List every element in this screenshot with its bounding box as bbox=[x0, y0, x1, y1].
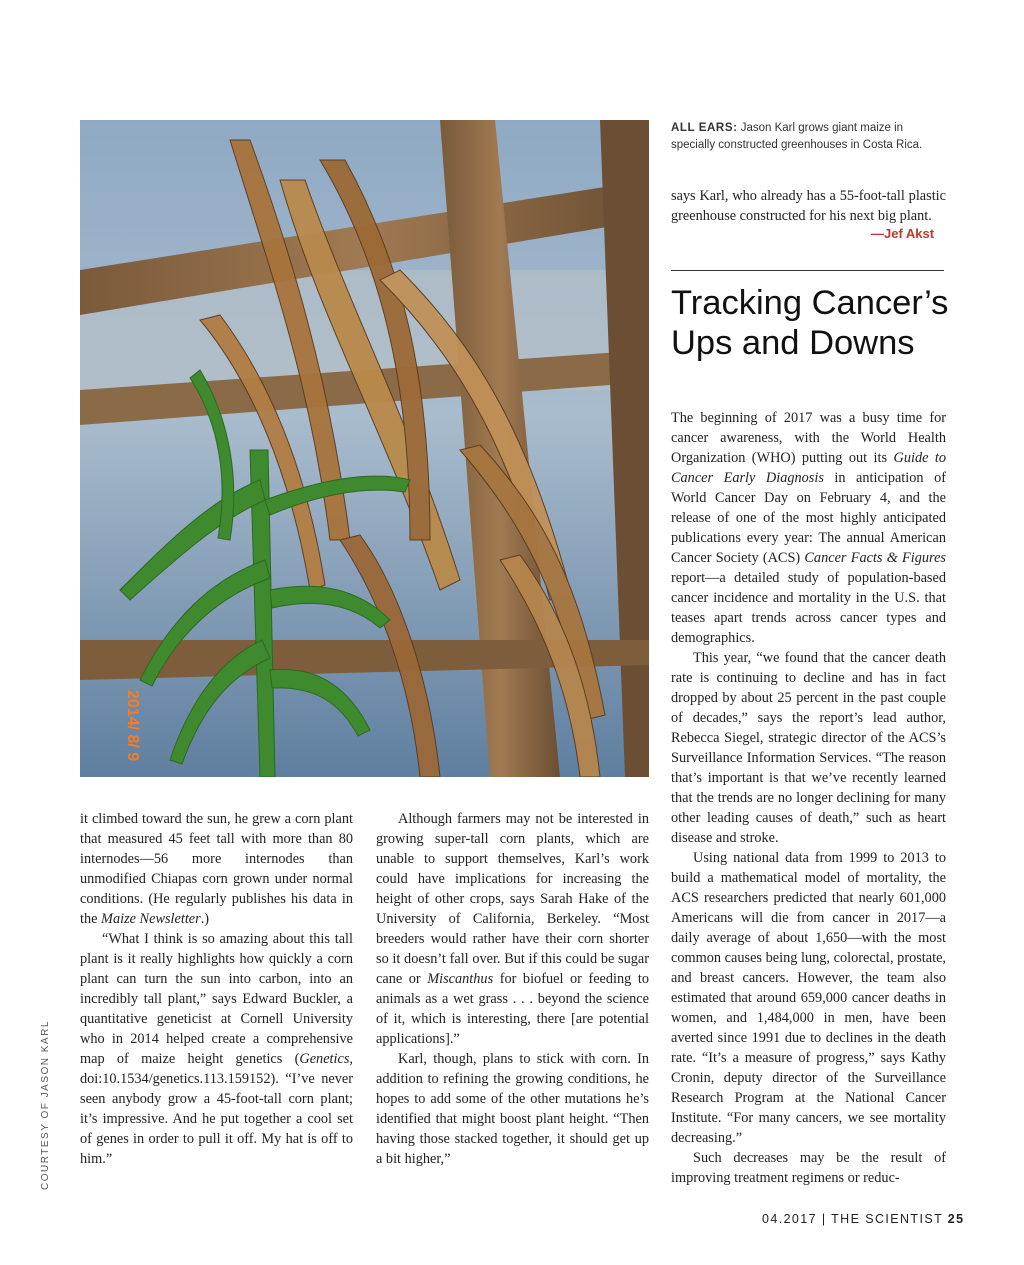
photo-date-stamp: 2014/ 8/ 9 bbox=[124, 690, 141, 762]
article-p1-text-c: report—a detailed study of population-based cancer incidence and mortality in the U.S. that teases apart trends across cancer types and demographics. bbox=[671, 570, 946, 646]
article-paragraph-4: Such decreases may be the result of improving treatment regimens or reduc- bbox=[671, 1150, 946, 1186]
article-p1-italic-1: Guide to Cancer Early Diagnosis bbox=[671, 450, 946, 486]
col1-p1-text-b: .) bbox=[200, 911, 210, 927]
column-3 bbox=[671, 408, 946, 1188]
col1-p1-italic: Maize Newsletter bbox=[101, 911, 201, 927]
article-p1-text-b: in anticipation of World Cancer Day on February 4, and the release of one of the most highly anticipated publications every year: The annual American Cancer Society (ACS) bbox=[671, 470, 946, 566]
caption-lead: ALL EARS: bbox=[671, 122, 738, 134]
col2-paragraph-2: Karl, though, plans to stick with corn. In addition to refining the growing conditions, he hopes to add some of the other mutations he’s identified that might boost plant height. “Then having those stacked together, it should get up a bit higher,” bbox=[376, 1051, 649, 1167]
col1-paragraph-1 bbox=[80, 809, 353, 929]
col2-paragraph-1 bbox=[376, 809, 649, 1049]
col2-p1-text-a: Although farmers may not be interested in growing super-tall corn plants, which are unable to support themselves, Karl’s work could have implications for increasing the height of other crops, says Sarah Hake of the University of California, Berkeley. “Most breeders would rather have their corn shorter so it doesn’t fall over. But if this could be sugar cane or bbox=[376, 811, 649, 987]
col1-p1-text-a: it climbed toward the sun, he grew a corn plant that measured 45 feet tall with more than 80 internodes—56 more internodes than unmodified Chiapas corn grown under normal conditions. (He regularly publishes his data in the bbox=[80, 811, 353, 927]
article-paragraph-3: Using national data from 1999 to 2013 to build a mathematical model of mortality, the ACS researchers predicted that nearly 601,000 Americans will die from cancer in 2017—a daily average of about 1,650—with the most common causes being lung, colorectal, prostate, and breast cancers. However, the team also estimated that around 659,000 cancer deaths in women, and 1,484,000 in men, have been averted since 1991 due to declines in the death rate. “It’s a measure of progress,” says Kathy Cronin, deputy director of the Surveillance Research Program at the National Cancer Institute. “For many cancers, we see mortality decreasing.” bbox=[671, 850, 946, 1146]
article-paragraph-2: This year, “we found that the cancer death rate is continuing to decline and has in fact dropped by about 25 percent in the past couple of decades,” says the report’s lead author, Rebecca Siegel, strategic director of the ACS’s Surveillance Information Services. “The reason that’s important is that we’ve recently learned that the trends are no longer declining for many other leading causes of death,” such as heart disease and stroke. bbox=[671, 650, 946, 846]
col2-p1-text-b: for biofuel or feeding to animals as a wet grass . . . beyond the science of it, which is interesting, there [are potential applications].” bbox=[376, 971, 649, 1047]
article-p1-text-a: The beginning of 2017 was a busy time for cancer awareness, with the World Health Organization (WHO) putting out its bbox=[671, 410, 946, 466]
col2-p1-italic: Miscanthus bbox=[427, 971, 494, 987]
column-2 bbox=[376, 809, 649, 1169]
article-p1-italic-2: Cancer Facts & Figures bbox=[804, 550, 946, 566]
page-folio bbox=[762, 1212, 964, 1226]
col1-p2-text-b: , doi:10.1534/genetics.113.159152). “I’ve never seen anybody grow a 45-foot-tall corn plant; it’s impressive. And he put together a cool set of genes in order to pull it off. My hat is off to him.” bbox=[80, 1051, 353, 1167]
col1-p2-italic: Genetics bbox=[299, 1051, 350, 1067]
folio-page-number: 25 bbox=[947, 1212, 965, 1226]
maize-plant-photo-icon bbox=[80, 120, 649, 777]
folio-issue: 04.2017 | THE SCIENTIST bbox=[762, 1212, 948, 1226]
photo-credit: COURTESY OF JASON KARL bbox=[40, 1020, 51, 1190]
photo-caption bbox=[671, 120, 946, 154]
article-paragraph-1 bbox=[671, 408, 946, 648]
col1-p2-text-a: “What I think is so amazing about this tall plant is it really highlights how quickly a corn plant can turn the sun into carbon, into an incredibly tall plant,” says Edward Buckler, a quantitative geneticist at Cornell University who in 2014 helped create a comprehensive map of maize height genetics ( bbox=[80, 931, 353, 1067]
continuation-text bbox=[671, 186, 946, 226]
continuation-paragraph: says Karl, who already has a 55-foot-tall plastic greenhouse constructed for his next big plant. bbox=[671, 188, 946, 224]
article-headline: Tracking Cancer’s Ups and Downs bbox=[671, 284, 949, 362]
col1-paragraph-2 bbox=[80, 929, 353, 1169]
caption-text: Jason Karl grows giant maize in specially constructed greenhouses in Costa Rica. bbox=[671, 122, 923, 151]
maize-photo bbox=[80, 120, 649, 777]
section-divider bbox=[671, 270, 944, 271]
column-1 bbox=[80, 809, 353, 1169]
byline: —Jef Akst bbox=[871, 226, 935, 241]
